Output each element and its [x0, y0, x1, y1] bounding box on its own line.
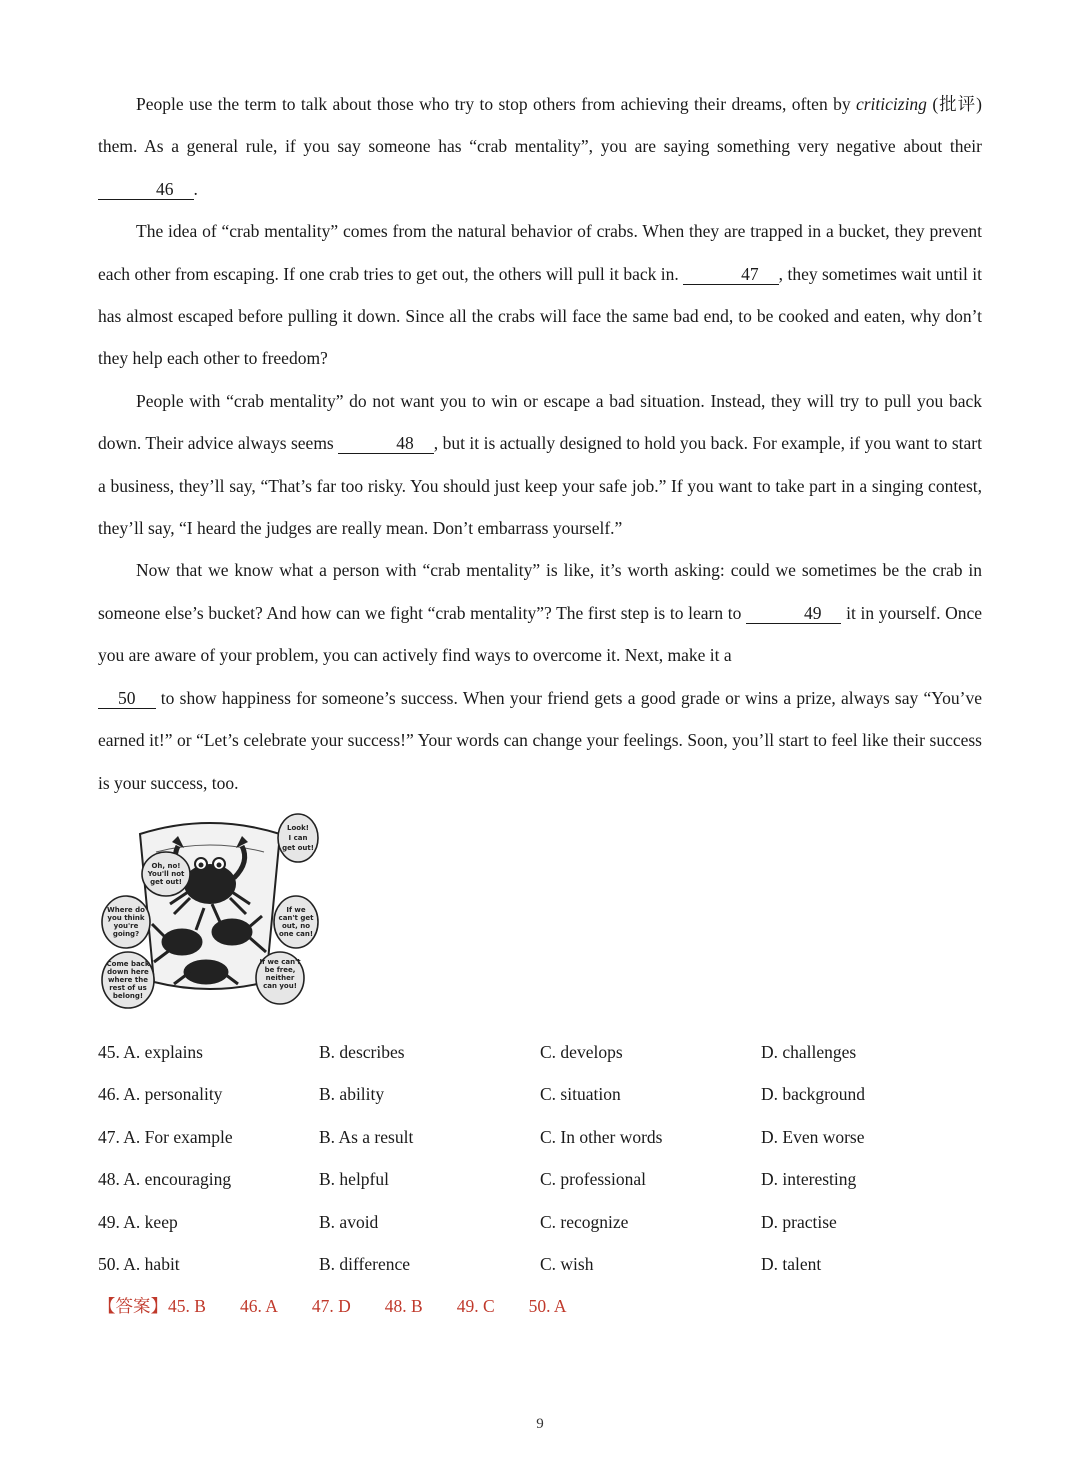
svg-text:be free,: be free, — [264, 966, 296, 974]
blank-48: 48 — [338, 433, 434, 454]
svg-text:you think: you think — [107, 914, 145, 922]
question-row-48 — [98, 1158, 982, 1200]
blank-50: 50 — [98, 688, 156, 709]
svg-text:going?: going? — [112, 930, 140, 938]
option-a: 45. A. explains — [98, 1042, 203, 1062]
paragraph-2: The idea of “crab mentality” comes from the natural behavior of crabs. When they are trapped in a bucket, they prevent each other from escaping. If one crab tries to get out, the others will pull it back in. 47 , they sometimes wait until it has almost escaped before pulling it down. Since all the crabs will face the same bad end, to be cooked and eaten, why don’t they help each other to freedom? — [98, 221, 982, 369]
svg-text:get out!: get out! — [282, 844, 314, 852]
svg-text:where the: where the — [108, 976, 148, 984]
option-a: 47. A. For example — [98, 1126, 233, 1147]
svg-text:If we: If we — [286, 906, 306, 914]
option-c: C. In other words — [540, 1126, 663, 1147]
option-a: 49. A. keep — [98, 1211, 178, 1232]
option-c: C. professional — [540, 1169, 646, 1190]
crab-bucket-illustration — [100, 812, 322, 1012]
option-d: D. background — [761, 1084, 866, 1105]
option-b: B. ability — [319, 1084, 385, 1105]
option-d: D. challenges — [761, 1042, 857, 1062]
svg-text:can you!: can you! — [263, 982, 297, 990]
option-b: B. difference — [319, 1253, 411, 1274]
svg-text:out, no: out, no — [281, 922, 311, 930]
svg-text:down here: down here — [107, 968, 149, 976]
svg-text:Come back: Come back — [106, 960, 150, 968]
question-row-46 — [98, 1073, 982, 1115]
blank-49: 49 — [746, 603, 842, 624]
answer-50: 50. A — [528, 1296, 567, 1316]
svg-text:Look!: Look! — [287, 824, 309, 832]
option-a: 46. A. personality — [98, 1084, 223, 1105]
answer-options — [98, 1031, 982, 1285]
svg-text:You'll not: You'll not — [147, 870, 185, 878]
answer-47: 47. D — [311, 1296, 351, 1316]
paragraph-1: People use the term to talk about those who try to stop others from achieving their dreams, often by criticizing (批评) them. As a general rule, if you say someone has “crab mentality”, you are saying something very negative about their 46 . — [98, 94, 983, 199]
option-c: C. recognize — [540, 1211, 629, 1232]
option-a: 48. A. encouraging — [98, 1169, 232, 1190]
svg-text:Where do: Where do — [107, 906, 145, 914]
page-number: 9 — [536, 1416, 544, 1432]
option-b: B. avoid — [319, 1211, 379, 1232]
reading-passage — [98, 83, 982, 804]
svg-text:one can!: one can! — [278, 930, 314, 938]
answer-49: 49. C — [456, 1296, 495, 1316]
option-b: B. describes — [319, 1042, 405, 1062]
svg-text:Oh, no!: Oh, no! — [151, 862, 181, 870]
answer-48: 48. B — [384, 1296, 423, 1316]
option-d: D. Even worse — [761, 1126, 865, 1147]
svg-text:you're: you're — [113, 922, 139, 930]
answer-46: 46. A — [239, 1296, 278, 1316]
question-row-50 — [98, 1243, 982, 1285]
svg-text:If we can't: If we can't — [259, 958, 301, 966]
option-a: 50. A. habit — [98, 1253, 180, 1274]
option-b: B. As a result — [319, 1126, 414, 1147]
option-c: C. wish — [540, 1253, 594, 1274]
svg-text:belong!: belong! — [112, 992, 144, 1000]
svg-text:get out!: get out! — [150, 878, 182, 886]
question-row-45 — [98, 1031, 982, 1073]
option-d: D. practise — [761, 1211, 837, 1232]
question-row-49 — [98, 1201, 982, 1243]
paragraph-4-continued: 50 to show happiness for someone’s success. When your friend gets a good grade or wins a prize, always say “You’ve earned it!” or “Let’s celebrate your success!” Your words can change your feelings. Soon, you’ll start to feel like their success is your success, too. — [98, 687, 982, 793]
svg-text:can't get: can't get — [278, 914, 314, 922]
answer-key — [98, 1285, 567, 1327]
option-c: C. situation — [540, 1084, 621, 1105]
paragraph-3: People with “crab mentality” do not want you to win or escape a bad situation. Instead, they will try to pull you back down. Their advice always seems 48 , but it is actually designed to hold you back. For example, if you want to start a business, they’ll say, “That’s far too risky. You should just keep your safe job.” If you want to take part in a singing contest, they’ll say, “I heard the judges are really mean. Don’t embarrass yourself.” — [98, 390, 982, 539]
option-b: B. helpful — [319, 1169, 389, 1190]
svg-text:neither: neither — [265, 974, 295, 982]
svg-text:rest of us: rest of us — [109, 984, 147, 992]
option-d: D. talent — [761, 1253, 822, 1274]
answer-45: 45. B — [168, 1296, 206, 1316]
paragraph-4: Now that we know what a person with “crab mentality” is like, it’s worth asking: could we sometimes be the crab in someone else’s bucket? And how can we fight “crab mentality”? The first step is to learn to 49 it in yourself. Once you are aware of your problem, you can actively find ways to overcome it. Next, make it a — [98, 560, 982, 666]
blank-47: 47 — [683, 264, 779, 285]
svg-text:I can: I can — [288, 834, 308, 842]
question-row-47 — [98, 1116, 982, 1158]
option-c: C. develops — [540, 1042, 623, 1062]
answer-label: 【答案】 — [98, 1296, 168, 1316]
option-d: D. interesting — [761, 1169, 857, 1190]
blank-46: 46 — [98, 179, 194, 200]
